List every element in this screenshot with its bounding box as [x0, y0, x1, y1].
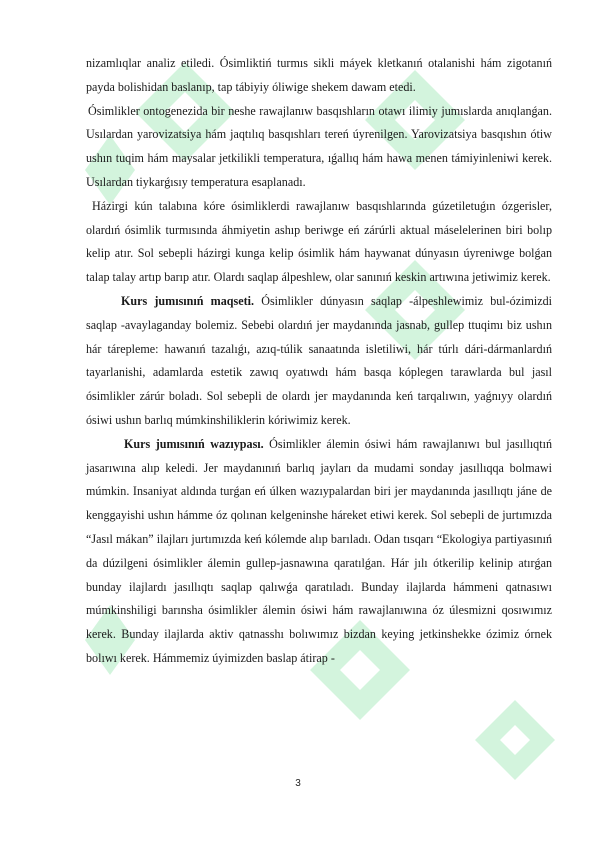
body-text: [86, 52, 552, 671]
paragraph-text: nizamlıqlar analiz etiledi. Ósimliktiń turmıs sikli máyek kletkanıń otalanishi hám zigotanıń payda bolishidan baslanıp, tap tábiyiy óliwige shekem dawam etedi.: [86, 56, 552, 94]
paragraph-1: [86, 52, 552, 100]
paragraph-4: [86, 290, 552, 433]
paragraph-2: [86, 100, 552, 195]
section-heading-goal: Kurs jumısınıń maqseti.: [121, 293, 255, 308]
paragraph-text: Házirgi kún talabına kóre ósimliklerdi rawajlanıw basqıshlarında gúzetiletuǵın ózgerisler, olardıń ósimlik turmısında áhmiyetin ashıp beriwge eń zárúrli aktual máselelerinen biri bolıp kelip atır. Sol sebepli házirgi kunga kelip ósimlik hám haywanat dúnyasın úyreniwge bolǵan talap talay artıp barıp atır. Olardı saqlap álpeshlew, olar sanınıń keskin artıwına jetiwimiz kerek.: [86, 198, 552, 285]
paragraph-5: [86, 433, 552, 671]
section-heading-task: Kurs jumısınıń wazıypası.: [124, 436, 264, 451]
page-number: 3: [295, 778, 301, 789]
paragraph-text: Ósimlikler dúnyasın saqlap -álpeshlewimiz bul-ózimizdi saqlap -avaylaganday bolemiz. Sebebi olardıń jer maydanında jasnab, gullep ttuqimı biz ushın hár tárepleme: hawanıń tazalıǵı, azıq-túlik sanaatında isletiliwi, hár túrlı dári-dármanlardıń tayarlanishi, adamlarda estetik zawıq oyatıwdı hám basqa kóplegen tarawlarda bul jasıl ósimlikler zárúr boladı. Sol sebepli de olardı jer maydanında keń tarqalıwın, yaǵnıyy olardıń ósiwi ushın barlıq múmkinshiliklerin kóriwimiz kerek.: [86, 293, 552, 427]
watermark-mark-7: [470, 690, 560, 790]
paragraph-text: Ósimlikler álemin ósiwi hám rawajlanıwı bul jasıllıqtıń jasarıwına alıp keledi. Jer maydanınıń barlıq jayları da mudami sonday jasıllıqqa bolmawi múmkin. Insaniyat aldında turǵan eń úlken wazıypalardan biri jer maydanında jasıllıqtı jáne de kenggayishi ushın hámme óz qolınan kelgeninshe háreket etiwi kerek. Sol sebepli de jurtımızda “Jasıl mákan” ilajları jurtımızda keń kólemde alıp barıladı. Odan tısqarı “Ekologiya partiyasınıń da dúzilgeni ósimlikler álemin gullep-jasnawına qaratılǵan. Hár jılı ótkerilip kelinip atırǵan bunday ilajlardı jasıllıqtı saqlap qalıwǵa qaratıladı. Bunday ilajlarda hámmeni qatnasıwı múmkinshiligi barınsha ósimlikler álemin ósiwi hám rawajlanıwına óz úlesmizni qosıwımız kerek. Bunday ilajlarda aktiv qatnasshı bolıwımız bizdan keying jetkinshekke ózimiz órnek bolıwı kerek. Hámmemiz úyimizden baslap átirap -: [86, 436, 552, 665]
paragraph-text: Ósimlikler ontogenezida bir neshe rawajlanıw basqıshların otawı ilimiy jumıslarda anıqlanǵan. Usılardan yarovizatsiya hám jaqtılıq basqıshları tereń úyrenilgen. Yarovizatsiya basqıshın ótiw ushın tuqim hám maysalar jetkilikli temperatura, ıǵallıq hám hawa menen támiyinleniwi kerek. Usılardan tiykarǵısıy temperatura esaplanadı.: [86, 103, 552, 189]
paragraph-3: [86, 195, 552, 290]
